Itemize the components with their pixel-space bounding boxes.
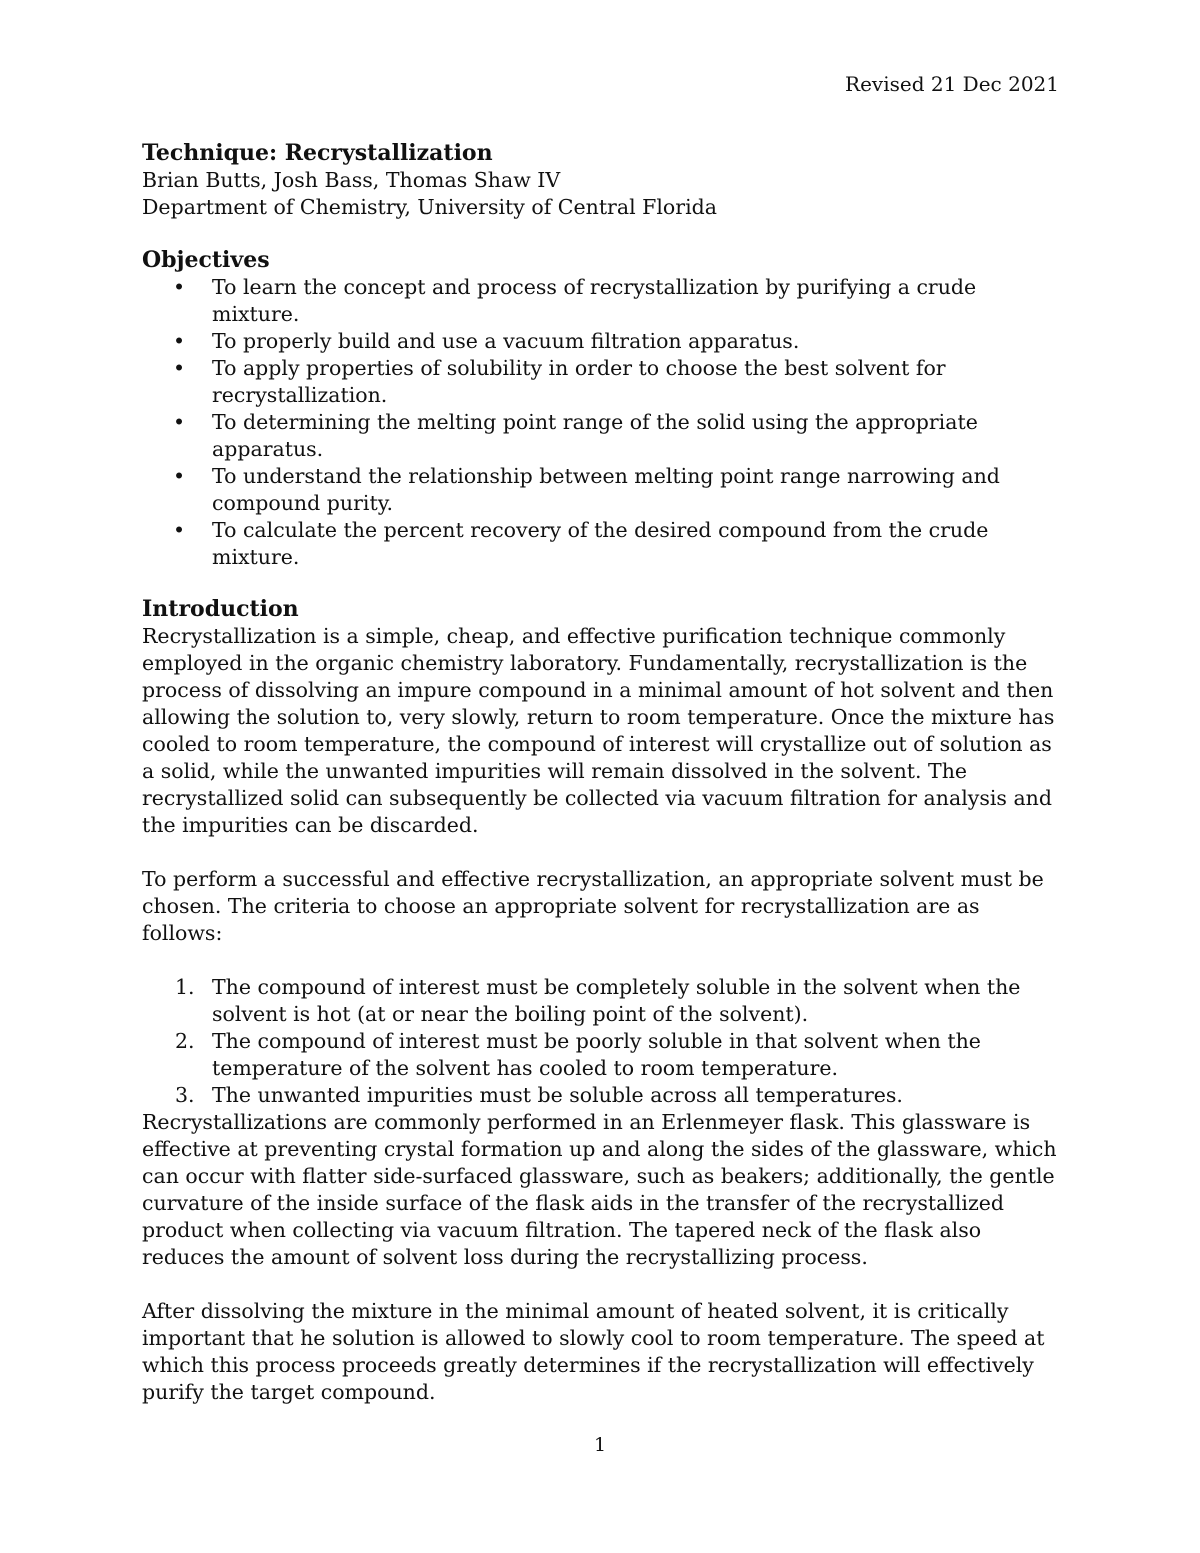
objective-item [142, 274, 1062, 328]
bullet-icon: • [173, 410, 186, 434]
page-number: 1 [593, 1434, 607, 1456]
objective-item [142, 328, 1062, 355]
solvent-criteria-list [142, 974, 1062, 1109]
criteria-item [142, 1028, 1062, 1082]
criteria-item [142, 1082, 1062, 1109]
intro-paragraph-3: Recrystallizations are commonly performed in an Erlenmeyer flask. This glassware is effective at preventing crystal formation up and along the sides of the glassware, which can occur with flatter side-surfaced glassware, such as beakers; additionally, the gentle curvature of the inside surface of the flask aids in the transfer of the recrystallized product when collecting via vacuum filtration. The tapered neck of the flask also reduces the amount of solvent loss during the recrystallizing process. [142, 1110, 1057, 1269]
objective-text: To calculate the percent recovery of the desired compound from the crude mixture. [212, 518, 989, 569]
objectives-heading: Objectives [142, 247, 270, 273]
revision-date: Revised 21 Dec 2021 [845, 72, 1059, 96]
objective-text: To apply properties of solubility in order to choose the best solvent for recrystallization. [212, 356, 946, 407]
objectives-list [142, 274, 1062, 571]
intro-paragraph-4: After dissolving the mixture in the minimal amount of heated solvent, it is critically important that he solution is allowed to slowly cool to room temperature. The speed at which this process proceeds greatly determines if the recrystallization will effectively purify the target compound. [142, 1299, 1045, 1404]
objective-item [142, 355, 1062, 409]
bullet-icon: • [173, 356, 186, 380]
criteria-text: The unwanted impurities must be soluble across all temperatures. [212, 1083, 903, 1107]
criteria-number: 3. [175, 1083, 195, 1107]
authors: Brian Butts, Josh Bass, Thomas Shaw IV [142, 168, 561, 192]
objective-text: To learn the concept and process of recrystallization by purifying a crude mixture. [212, 275, 977, 326]
criteria-text: The compound of interest must be completely soluble in the solvent when the solvent is hot (at or near the boiling point of the solvent). [212, 975, 1021, 1026]
introduction-heading: Introduction [142, 596, 299, 622]
bullet-icon: • [173, 275, 186, 299]
objective-item [142, 517, 1062, 571]
intro-paragraph-2: To perform a successful and effective recrystallization, an appropriate solvent must be chosen. The criteria to choose an appropriate solvent for recrystallization are as follows: [142, 867, 1044, 945]
bullet-icon: • [173, 518, 186, 542]
bullet-icon: • [173, 329, 186, 353]
criteria-number: 2. [175, 1029, 195, 1053]
bullet-icon: • [173, 464, 186, 488]
document-title: Technique: Recrystallization [142, 140, 493, 166]
document-body [142, 139, 1062, 1406]
criteria-number: 1. [175, 975, 195, 999]
objective-item [142, 463, 1062, 517]
objective-item [142, 409, 1062, 463]
intro-paragraph-1: Recrystallization is a simple, cheap, and effective purification technique commonly employed in the organic chemistry laboratory. Fundamentally, recrystallization is the process of dissolving an impure compound in a minimal amount of hot solvent and then allowing the solution to, very slowly, return to room temperature. Once the mixture has cooled to room temperature, the compound of interest will crystallize out of solution as a solid, while the unwanted impurities will remain dissolved in the solvent. The recrystallized solid can subsequently be collected via vacuum filtration for analysis and the impurities can be discarded. [142, 624, 1055, 837]
affiliation: Department of Chemistry, University of Central Florida [142, 195, 717, 219]
criteria-item [142, 974, 1062, 1028]
criteria-text: The compound of interest must be poorly soluble in that solvent when the temperature of the solvent has cooled to room temperature. [212, 1029, 981, 1080]
objective-text: To properly build and use a vacuum filtration apparatus. [212, 329, 800, 353]
objective-text: To understand the relationship between melting point range narrowing and compound purity. [212, 464, 1000, 515]
objective-text: To determining the melting point range of the solid using the appropriate apparatus. [212, 410, 978, 461]
